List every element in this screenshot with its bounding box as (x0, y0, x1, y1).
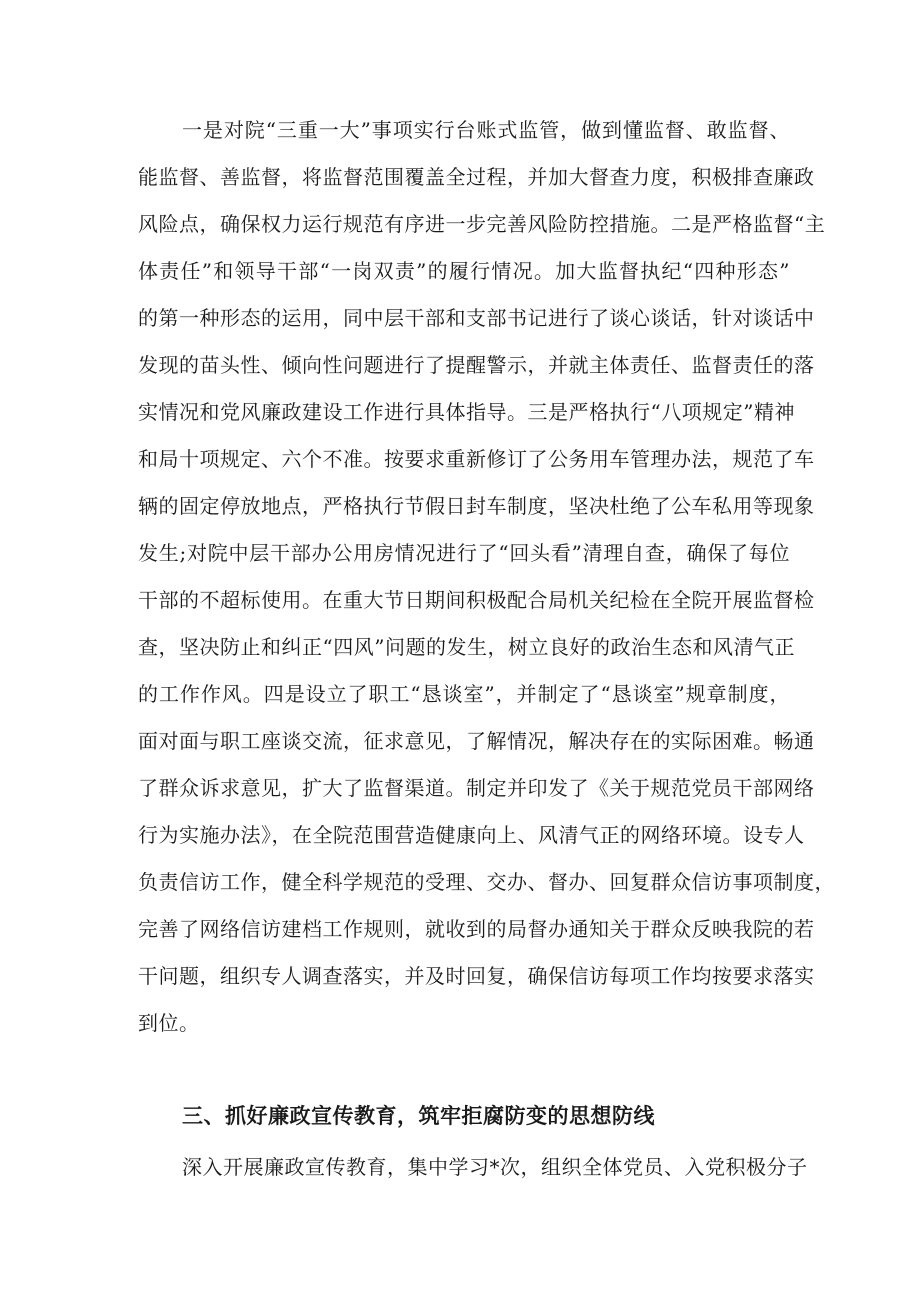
paragraph-line: 发生;对院中层干部办公用房情况进行了“回头看”清理自查，确保了每位 (138, 541, 790, 565)
paragraph-line: 面对面与职工座谈交流，征求意见，了解情况，解决存在的实际困难。畅通 (138, 729, 815, 753)
paragraph-line: 查，坚决防止和纠正“四风”问题的发生，树立良好的政治生态和风清气正 (138, 635, 795, 659)
paragraph-line: 辆的固定停放地点，严格执行节假日封车制度，坚决杜绝了公车私用等现象 (138, 494, 815, 518)
paragraph-line: 的工作作风。四是设立了职工“恳谈室”，并制定了“恳谈室”规章制度， (138, 682, 790, 706)
paragraph-line: 干问题，组织专人调查落实，并及时回复，确保信访每项工作均按要求落实 (138, 964, 815, 988)
paragraph-line: 的第一种形态的运用，同中层干部和支部书记进行了谈心谈话，针对谈话中 (138, 306, 815, 330)
paragraph-line: 一是对院“三重一大”事项实行台账式监管，做到懂监督、敢监督、 (182, 118, 790, 142)
paragraph-line: 完善了网络信访建档工作规则，就收到的局督办通知关于群众反映我院的若 (138, 917, 815, 941)
paragraph-line: 到位。 (138, 1011, 200, 1035)
paragraph-line: 行为实施办法》，在全院范围营造健康向上、风清气正的网络环境。设专人 (138, 823, 805, 847)
paragraph-line: 发现的苗头性、倾向性问题进行了提醒警示，并就主体责任、监督责任的落 (138, 353, 815, 377)
section-heading: 三、抓好廉政宣传教育，筑牢拒腐防变的思想防线 (182, 1104, 655, 1128)
paragraph-line: 体责任”和领导干部“一岗双责”的履行情况。加大监督执纪“四种形态” (138, 259, 790, 283)
paragraph-line: 了群众诉求意见，扩大了监督渠道。制定并印发了《关于规范党员干部网络 (138, 776, 815, 800)
paragraph-line: 干部的不超标使用。在重大节日期间积极配合局机关纪检在全院开展监督检 (138, 588, 815, 612)
paragraph-line: 风险点，确保权力运行规范有序进一步完善风险防控措施。二是严格监督“主 (138, 212, 826, 236)
paragraph-line: 和局十项规定、六个不准。按要求重新修订了公务用车管理办法，规范了车 (138, 447, 815, 471)
paragraph-line: 能监督、善监督，将监督范围覆盖全过程，并加大督查力度，积极排查廉政 (138, 165, 815, 189)
paragraph-line: 负责信访工作，健全科学规范的受理、交办、督办、回复群众信访事项制度， (138, 870, 835, 894)
paragraph-line: 实情况和党风廉政建设工作进行具体指导。三是严格执行“八项规定”精神 (138, 400, 795, 424)
paragraph-line: 深入开展廉政宣传教育，集中学习*次，组织全体党员、入党积极分子 (182, 1155, 808, 1179)
